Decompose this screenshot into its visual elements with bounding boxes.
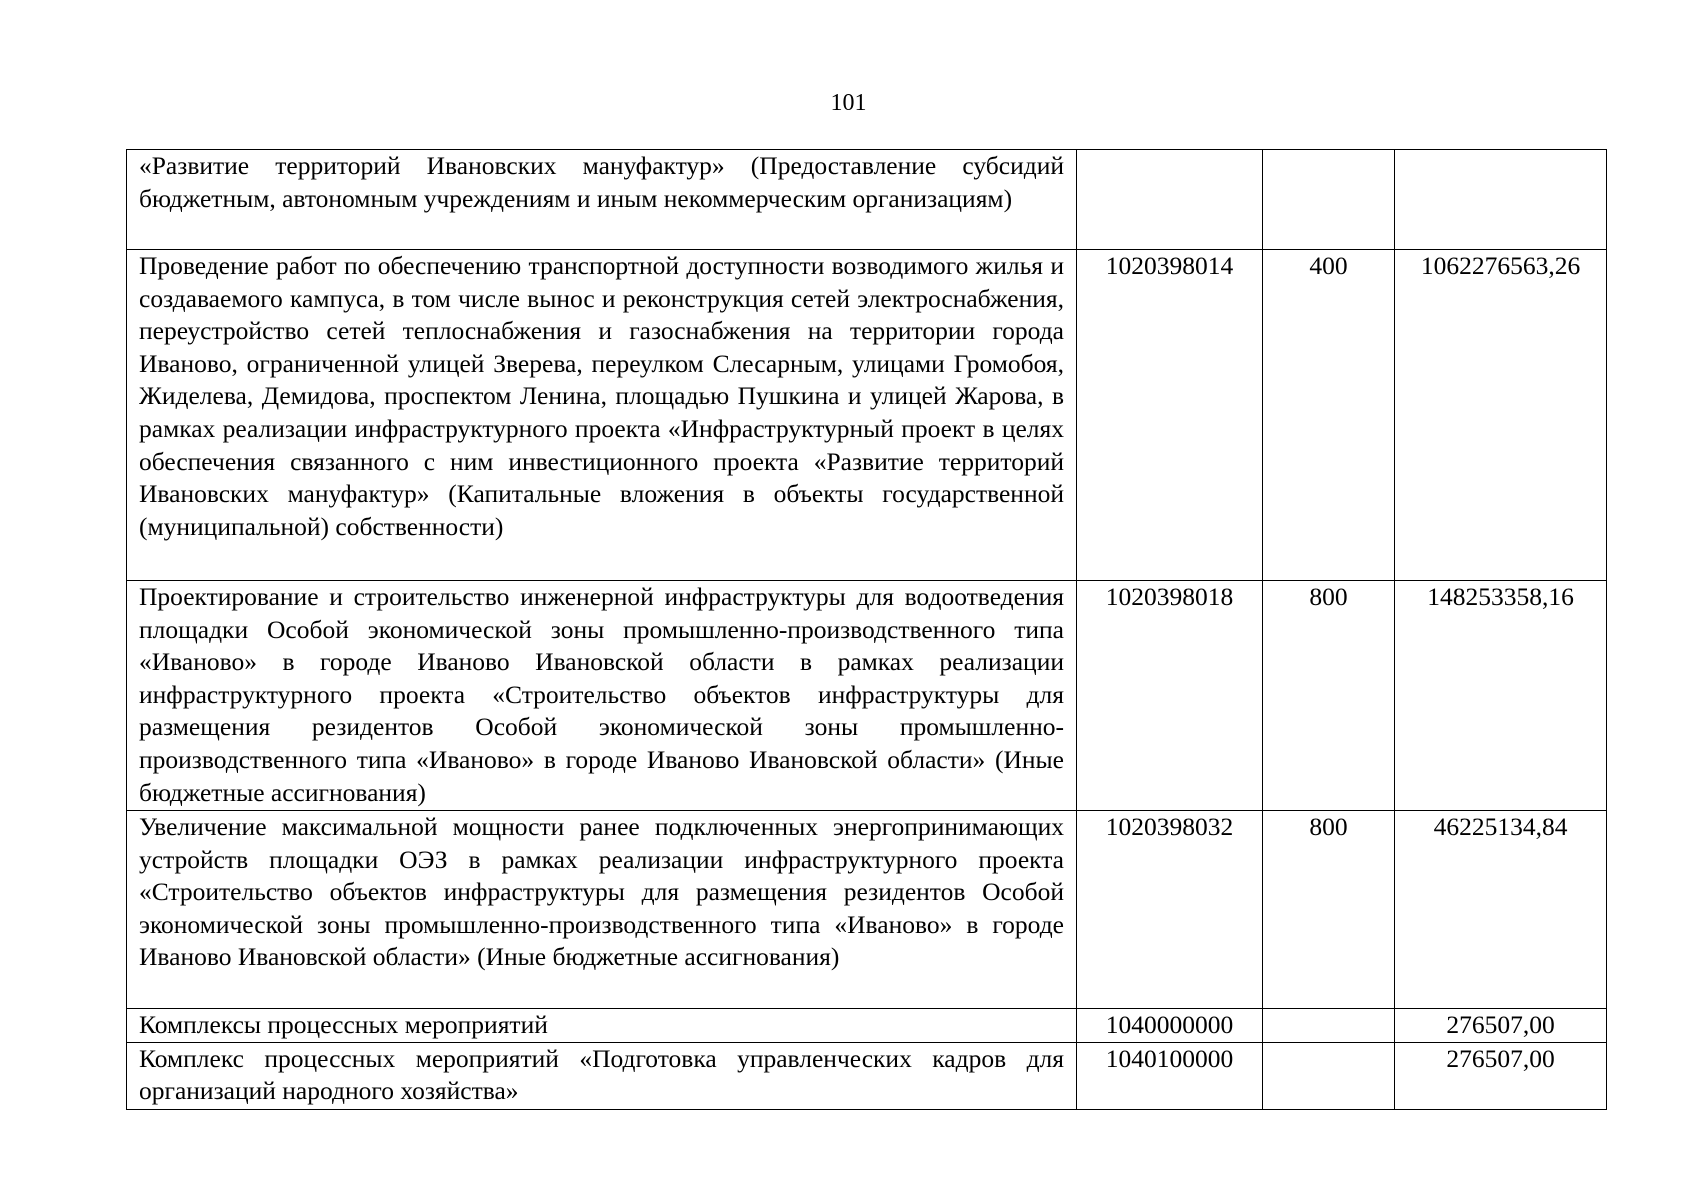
row-code-cell: 1020398032 [1077,811,1263,1009]
row-type-cell: 800 [1263,581,1395,811]
row-name-cell: Комплексы процессных мероприятий [127,1009,1077,1043]
row-sum-cell: 276507,00 [1395,1042,1607,1109]
row-type-cell: 800 [1263,811,1395,1009]
row-name-cell: Проектирование и строительство инженерной инфраструктуры для водоотведения площадки Особой экономической зоны промышленно-производственного типа «Иваново» в городе Иваново Ивановской области в рамках реализации инфраструктурного проекта «Строительство объектов инфраструктуры для размещения резидентов Особой экономической зоны промышленно-производственного типа «Иваново» в городе Иваново Ивановской области» (Иные бюджетные ассигнования) [127,581,1077,811]
row-type-cell [1263,1009,1395,1043]
row-name-cell: Комплекс процессных мероприятий «Подготовка управленческих кадров для организаций народного хозяйства» [127,1042,1077,1109]
row-code-cell: 1020398014 [1077,250,1263,581]
row-name-cell: Увеличение максимальной мощности ранее подключенных энергопринимающих устройств площадки ОЭЗ в рамках реализации инфраструктурного проекта «Строительство объектов инфраструктуры для размещения резидентов Особой экономической зоны промышленно-производственного типа «Иваново» в городе Иваново Ивановской области» (Иные бюджетные ассигнования) [127,811,1077,1009]
row-sum-cell: 46225134,84 [1395,811,1607,1009]
table-row [127,250,1607,581]
budget-table [126,149,1607,1110]
row-code-cell [1077,150,1263,250]
table-row [127,581,1607,811]
table-row [127,1042,1607,1109]
row-sum-cell: 276507,00 [1395,1009,1607,1043]
table-row [127,811,1607,1009]
row-type-cell [1263,1042,1395,1109]
row-code-cell: 1040000000 [1077,1009,1263,1043]
row-sum-cell: 1062276563,26 [1395,250,1607,581]
row-code-cell: 1040100000 [1077,1042,1263,1109]
row-sum-cell: 148253358,16 [1395,581,1607,811]
row-name-cell: Проведение работ по обеспечению транспортной доступности возводимого жилья и создаваемого кампуса, в том числе вынос и реконструкция сетей электроснабжения, переустройство сетей теплоснабжения и газоснабжения на территории города Иваново, ограниченной улицей Зверева, переулком Слесарным, улицами Громобоя, Жиделева, Демидова, проспектом Ленина, площадью Пушкина и улицей Жарова, в рамках реализации инфраструктурного проекта «Инфраструктурный проект в целях обеспечения связанного с ним инвестиционного проекта «Развитие территорий Ивановских мануфактур» (Капитальные вложения в объекты государственной (муниципальной) собственности) [127,250,1077,581]
row-type-cell [1263,150,1395,250]
row-code-cell: 1020398018 [1077,581,1263,811]
page-number: 101 [830,90,867,116]
table-row [127,1009,1607,1043]
row-sum-cell [1395,150,1607,250]
row-type-cell: 400 [1263,250,1395,581]
table-row [127,150,1607,250]
row-name-cell: «Развитие территорий Ивановских мануфактур» (Предоставление субсидий бюджетным, автономным учреждениям и иным некоммерческим организациям) [127,150,1077,250]
